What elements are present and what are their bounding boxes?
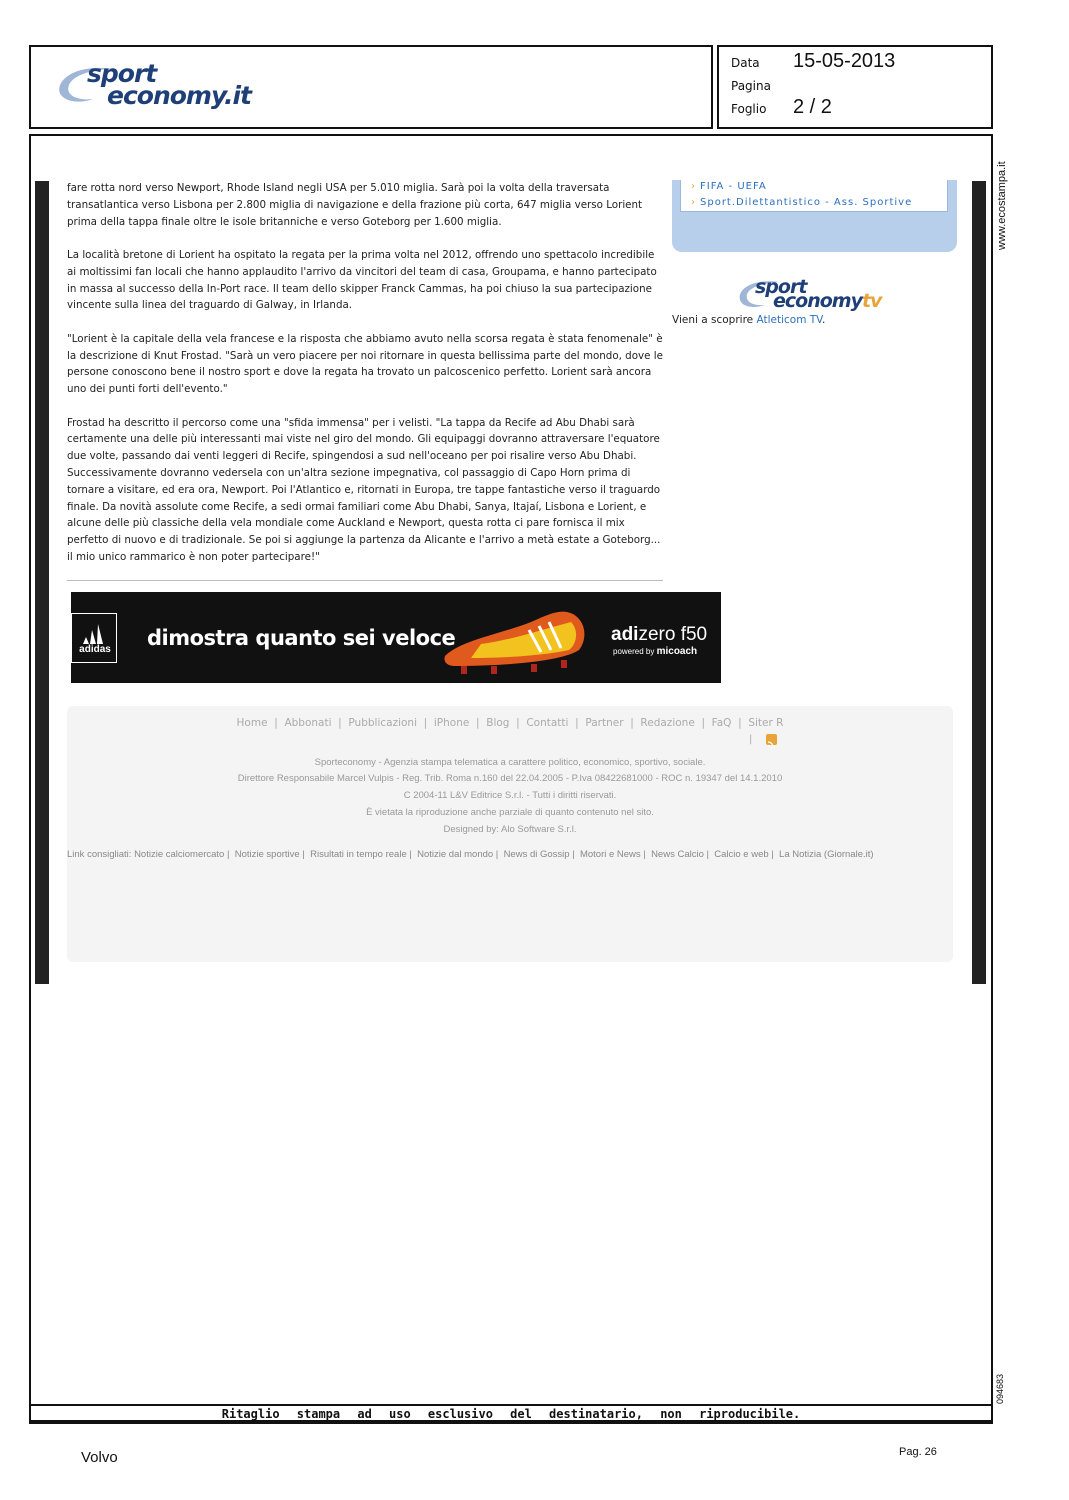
footer-link-blog[interactable]: Blog: [486, 717, 510, 729]
left-dark-bar: [35, 181, 49, 984]
logo-text-sport: sport: [87, 59, 157, 88]
adidas-logo: adidas: [71, 613, 117, 663]
foglio-value: 2 / 2: [793, 96, 832, 118]
article-paragraph: La località bretone di Lorient ha ospitato la regata per la prima volta nel 2012, offrendo uno spettacolo incredibile ai moltissimi fan locali che hanno applaudito l'arrivo da vincitori del team di casa, Groupama, e hanno partecipato in massa al successo della In-Port race. Il team dello skipper Franck Cammas, ha poi chiuso la sua partecipazione vincente sulla linea del traguardo di Galway, in Irlanda.: [67, 248, 657, 312]
logo-text-economy: economy.it: [107, 81, 251, 110]
foglio-label: Foglio: [731, 102, 767, 116]
client-name: Volvo: [81, 1449, 118, 1466]
footer-designed-line: Designed by: Alo Software S.r.l.: [443, 824, 577, 835]
links-label: Link consigliati:: [67, 849, 132, 860]
clipping-disclaimer: Ritaglio stampa ad uso esclusivo del destinatario, non riproducibile.: [29, 1404, 993, 1424]
football-boot-icon: [441, 600, 591, 676]
footer-director-line: Direttore Responsabile Marcel Vulpis - Reg. Trib. Roma n.160 del 22.04.2005 - P.Iva 08422681000 - ROC n. 19347 del 14.1.2010: [237, 773, 783, 784]
page-number: Pag. 26: [899, 1446, 937, 1458]
pagina-label: Pagina: [731, 79, 771, 93]
document-code: 094683: [995, 1373, 1005, 1404]
footer-copyright-line: C 2004-11 L&V Editrice S.r.l. - Tutti i diritti riservati.: [403, 790, 617, 801]
recommended-links: Link consigliati: Notizie calciomercato | Notizie sportive | Risultati in tempo reale | Notizie dal mondo | News di Gossip | Motori e News | News Calcio | Calcio e web | La Notizia (Giornale.it): [67, 849, 874, 860]
tv-logo-economy: economytv: [773, 290, 882, 312]
site-footer: [67, 706, 953, 962]
footer-nav: Home | Abbonati | Pubblicazioni | iPhone | Blog | Contatti | Partner | Redazione | FaQ | Siter R: [236, 717, 784, 729]
link-notizie-mondo[interactable]: Notizie dal mondo: [417, 849, 494, 860]
footer-separator: |: [749, 734, 753, 745]
adizero-product: adizero f50: [611, 624, 708, 645]
article-divider: [67, 580, 663, 581]
powered-by: powered by micoach: [613, 646, 698, 657]
footer-link-partner[interactable]: Partner: [585, 717, 624, 729]
data-label: Data: [731, 56, 760, 70]
category-list: [680, 180, 948, 212]
article-paragraph: "Lorient è la capitale della vela francese e la risposta che abbiamo avuto nella scorsa regata è stata fenomenale" è la descrizione di Knut Frostad. "Sarà un vero piacere per noi ritornare in questa bellissima parte del mondo, dove le persone conoscono bene il nostro sport e dove la regata ha trovato un palcoscenico perfetto. Lorient sarà ancora uno dei punti forti dell'evento.": [67, 332, 663, 396]
bullet-icon: ›: [691, 197, 696, 208]
header-meta-box: [717, 45, 993, 129]
link-notizie-sportive[interactable]: Notizie sportive: [234, 849, 300, 860]
footer-rights-line: È vietata la riproduzione anche parziale di quanto contenuto nel sito.: [366, 807, 654, 818]
footer-link-siter[interactable]: Siter R: [748, 717, 784, 729]
link-calcio-web[interactable]: Calcio e web: [714, 849, 769, 860]
link-news-calcio[interactable]: News Calcio: [651, 849, 704, 860]
footer-link-contatti[interactable]: Contatti: [526, 717, 569, 729]
footer-link-abbonati[interactable]: Abbonati: [284, 717, 332, 729]
link-motori[interactable]: Motori e News: [579, 849, 641, 860]
article-paragraph: Frostad ha descritto il percorso come una "sfida immensa" per i velisti. "La tappa da Recife ad Abu Dhabi sarà certamente una delle più interessanti mai viste nel giro del mondo. Gli equipaggi dovranno attraversare l'equatore due volte, passando dai venti leggeri di Recife, spingendosi a sud nell'oceano per poi risalire verso Abu Dhabi. Successivamente dovranno vedersela con un'altra sezione impegnativa, col passaggio di Capo Horn prima di tornare a visitare, ed era ora, Newport. Poi l'Atlantico e, ritornati in Europa, tre tappe fantastiche verso il traguardo finale. Da novità assolute come Recife, a sedi ormai familiari come Abu Dhabi, Sanya, Itajaí, Lisbona e Lorient, e alcune delle più classiche della vela mondiale come Auckland e Newport, questa rotta ci pare fornisca il mix perfetto di nuovo e di tradizionale. Se poi si aggiunge la partenza da Alicante e l'arrivo a metà estate a Goteborg... il mio unico rammarico è non poter partecipare!": [67, 416, 661, 563]
footer-link-redazione[interactable]: Redazione: [640, 717, 695, 729]
footer-link-faq[interactable]: FaQ: [711, 717, 732, 729]
rss-icon[interactable]: [766, 734, 777, 745]
category-link-dilettantistico[interactable]: › Sport.Dilettantistico - Ass. Sportive: [691, 197, 913, 208]
ecostampa-url: www.ecostampa.it: [996, 161, 1008, 250]
ad-slogan: dimostra quanto sei veloce: [147, 626, 456, 650]
data-value: 15-05-2013: [793, 50, 896, 72]
footer-link-pubblicazioni[interactable]: Pubblicazioni: [348, 717, 417, 729]
footer-agency-line: Sporteconomy - Agenzia stampa telematica a carattere politico, economico, sportivo, sociale.: [314, 757, 706, 768]
tv-logo-sport: sport: [755, 276, 807, 298]
link-gossip[interactable]: News di Gossip: [503, 849, 570, 860]
right-dark-bar: [972, 181, 986, 984]
footer-link-home[interactable]: Home: [236, 717, 268, 729]
article-paragraph: fare rotta nord verso Newport, Rhode Island negli USA per 5.010 miglia. Sarà poi la volta della traversata transatlantica verso Lisbona per 2.800 miglia di navigazione e della frazione più corta, 647 miglia verso Lorient prima della tappa finale oltre le isole britanniche e verso Goteborg per 1.600 miglia.: [67, 182, 643, 228]
atleticom-tv-link[interactable]: Atleticom TV: [756, 314, 823, 326]
footer-link-iphone[interactable]: iPhone: [433, 717, 470, 729]
article-body: [67, 180, 664, 582]
link-la-notizia[interactable]: La Notizia (Giornale.it): [779, 849, 874, 860]
link-calciomercato[interactable]: Notizie calciomercato: [134, 849, 225, 860]
header-logo-box: [29, 45, 713, 129]
bullet-icon: ›: [691, 181, 696, 192]
link-risultati[interactable]: Risultati in tempo reale: [310, 849, 407, 860]
adidas-ad-banner[interactable]: [71, 592, 721, 683]
category-link-fifa[interactable]: › FIFA - UEFA: [691, 181, 767, 192]
adidas-stripes-icon: [81, 624, 109, 644]
tv-promo-text: Vieni a scoprire Atleticom TV.: [672, 314, 826, 326]
